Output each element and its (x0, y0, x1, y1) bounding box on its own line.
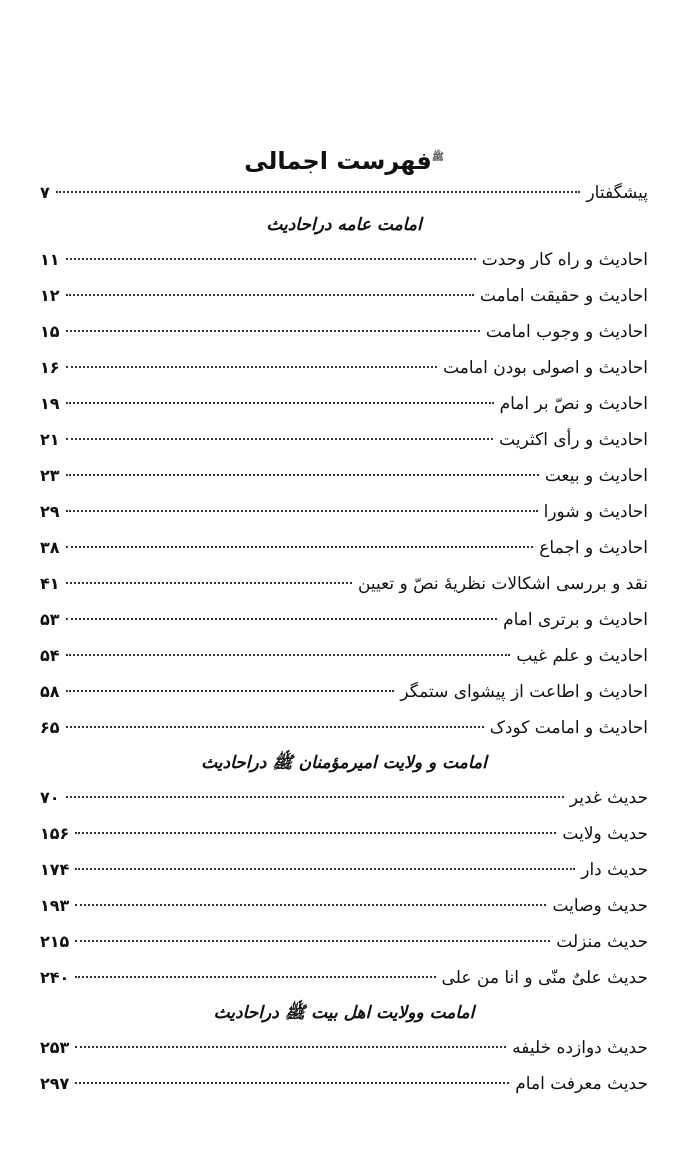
entry-label: حدیث علیٌ منّی و انا من علی (441, 968, 648, 988)
dot-leader (75, 904, 546, 906)
toc-entry[interactable] (40, 602, 648, 638)
dot-leader (66, 402, 494, 404)
entry-page-number: ۲۵۳ (40, 1038, 70, 1057)
toc-entry[interactable] (40, 242, 648, 278)
toc-entry[interactable] (40, 852, 648, 888)
toc-entry[interactable] (40, 278, 648, 314)
dot-leader (66, 366, 438, 368)
entry-label: احادیث و اصولی بودن امامت (443, 358, 648, 378)
dot-leader (66, 438, 494, 440)
dot-leader (66, 618, 498, 620)
entry-label: احادیث و بیعت (544, 466, 648, 486)
toc-entry[interactable] (40, 638, 648, 674)
dot-leader (66, 510, 538, 512)
section-heading: امامت و ولایت امیرمؤمنان ﷺ دراحادیث (201, 753, 487, 773)
title-text: فهرست اجمالی (244, 147, 432, 175)
section-heading: امامت عامه دراحادیث (266, 215, 422, 235)
toc-entry[interactable] (40, 710, 648, 746)
toc-sections (40, 208, 648, 1102)
dot-leader (75, 832, 556, 834)
entry-page-number: ۵۴ (40, 646, 60, 665)
entry-label: احادیث و نصّ بر امام (499, 394, 648, 414)
dot-leader (75, 976, 435, 978)
entry-label: احادیث و اجماع (539, 538, 648, 558)
toc-entry[interactable] (40, 1066, 648, 1102)
toc-entry[interactable] (40, 924, 648, 960)
entry-label: احادیث و شورا (543, 502, 648, 522)
entry-label: حدیث منزلت (556, 932, 648, 952)
entry-page-number: ۵۸ (40, 682, 60, 701)
entry-page-number: ۱۶ (40, 358, 60, 377)
entry-page-number: ۲۹ (40, 502, 60, 521)
toc-entry[interactable] (40, 350, 648, 386)
honorific-mark: ﷺ (431, 152, 444, 163)
entry-page-number: ۲۹۷ (40, 1074, 70, 1093)
dot-leader (66, 690, 395, 692)
page-title (40, 138, 648, 178)
entry-label: حدیث وصایت (552, 896, 648, 916)
toc-entry[interactable] (40, 816, 648, 852)
dot-leader (75, 868, 575, 870)
entry-page-number: ۵۳ (40, 610, 60, 629)
entry-label: احادیث و راه کار وحدت (481, 250, 648, 270)
toc-entry[interactable] (40, 1030, 648, 1066)
toc-entry[interactable] (40, 780, 648, 816)
entry-label: حدیث ولایت (562, 824, 648, 844)
toc-entry[interactable] (40, 888, 648, 924)
entry-label: احادیث و برتری امام (503, 610, 648, 630)
entry-label: حدیث غدیر (569, 788, 648, 808)
entry-page-number: ۷ (40, 183, 50, 202)
dot-leader (75, 1046, 506, 1048)
entry-page-number: ۱۲ (40, 286, 60, 305)
entry-page-number: ۱۱ (40, 250, 60, 269)
entry-page-number: ۴۱ (40, 574, 60, 593)
entry-page-number: ۱۵ (40, 322, 60, 341)
entry-label: حدیث معرفت امام (515, 1074, 648, 1094)
toc-entry[interactable] (40, 314, 648, 350)
dot-leader (66, 726, 484, 728)
entry-page-number: ۲۱ (40, 430, 60, 449)
table-of-contents (40, 138, 648, 1102)
section-heading: امامت وولایت اهل بیت ﷺ دراحادیث (213, 1003, 475, 1023)
toc-entry[interactable] (40, 530, 648, 566)
entry-label: احادیث و امامت کودک (489, 718, 648, 738)
entry-page-number: ۷۰ (40, 788, 60, 807)
dot-leader (66, 582, 352, 584)
toc-entry[interactable] (40, 494, 648, 530)
entry-label: احادیث و علم غیب (516, 646, 648, 666)
entry-label: احادیث و اطاعت از پیشوای ستمگر (400, 682, 648, 702)
dot-leader (66, 474, 539, 476)
dot-leader (56, 191, 581, 193)
entry-label: احادیث و رأی اکثریت (499, 430, 648, 450)
dot-leader (75, 1082, 509, 1084)
entry-page-number: ۳۸ (40, 538, 60, 557)
dot-leader (66, 330, 480, 332)
dot-leader (75, 940, 550, 942)
entry-label: حدیث دوازده خلیفه (512, 1038, 648, 1058)
entry-label: حدیث دار (581, 860, 648, 880)
toc-entry[interactable] (40, 386, 648, 422)
toc-entry[interactable] (40, 422, 648, 458)
dot-leader (66, 796, 564, 798)
toc-entry[interactable] (40, 458, 648, 494)
entry-page-number: ۲۳ (40, 466, 60, 485)
entry-page-number: ۲۱۵ (40, 932, 70, 951)
entry-page-number: ۱۵۶ (40, 824, 70, 843)
entry-label: نقد و بررسی اشکالات نظریهٔ نصّ و تعیین (357, 574, 648, 594)
entry-page-number: ۱۷۴ (40, 860, 70, 879)
toc-entry[interactable] (40, 674, 648, 710)
toc-entry[interactable] (40, 960, 648, 996)
entry-label: احادیث و حقیقت امامت (479, 286, 648, 306)
dot-leader (66, 258, 476, 260)
entry-label: احادیث و وجوب امامت (485, 322, 648, 342)
dot-leader (66, 546, 534, 548)
toc-entry[interactable] (40, 566, 648, 602)
toc-entry-intro[interactable] (40, 178, 648, 208)
entry-page-number: ۶۵ (40, 718, 60, 737)
entry-page-number: ۱۹ (40, 394, 60, 413)
dot-leader (66, 654, 511, 656)
entry-label: پیشگفتار (586, 183, 648, 203)
entry-page-number: ۲۴۰ (40, 968, 70, 987)
entry-page-number: ۱۹۳ (40, 896, 70, 915)
dot-leader (66, 294, 474, 296)
